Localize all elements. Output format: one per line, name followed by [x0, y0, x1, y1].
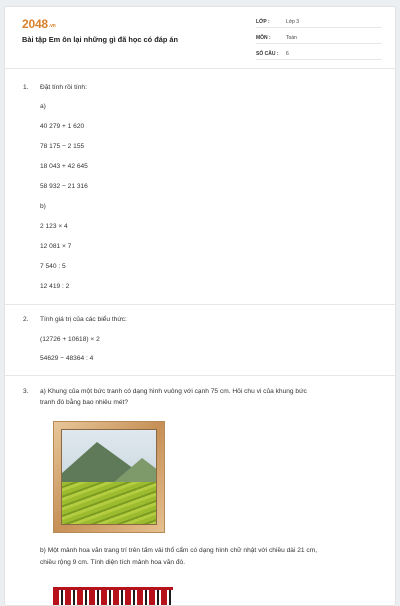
- picture-canvas: [61, 429, 157, 525]
- worksheet: [4, 6, 396, 606]
- exercise-item: 58 932 − 21 316: [40, 183, 88, 190]
- exercise-item: 7 540 : 5: [40, 263, 66, 270]
- exercise-item: 54629 − 48364 : 4: [40, 355, 94, 362]
- meta-row-subject: [256, 31, 382, 44]
- question-prompt: Đặt tính rồi tính:: [40, 84, 87, 91]
- question-divider: [5, 375, 396, 376]
- question-prompt: Tính giá trị của các biểu thức:: [40, 316, 127, 323]
- meta-value: Toán: [286, 35, 297, 41]
- question-text: tranh đó bằng bao nhiêu mét?: [40, 399, 128, 406]
- meta-value: Lớp 3: [286, 19, 300, 25]
- logo-text: 2048: [22, 17, 48, 31]
- exercise-item: (12726 + 10618) × 2: [40, 336, 100, 343]
- exercise-item: 78 175 − 2 155: [40, 143, 85, 150]
- exercise-item: 12 419 : 2: [40, 283, 70, 290]
- meta-value: 6: [286, 51, 289, 57]
- question-text: a) Khung của một bức tranh có dạng hình vuông với cạnh 75 cm. Hỏi chu vi của khung bức: [40, 388, 307, 395]
- exercise-item: 12 081 × 7: [40, 243, 72, 250]
- meta-row-count: [256, 47, 382, 60]
- site-logo[interactable]: [22, 17, 56, 31]
- page-title: Bài tập Em ôn lại những gì đã học có đáp án: [22, 35, 179, 44]
- question-text: b) Một mảnh hoa văn trang trí trên tấm vải thổ cẩm có dạng hình chữ nhật với chiều dài 21 cm,: [40, 547, 318, 554]
- meta-key: LỚP :: [256, 19, 270, 25]
- part-label: a): [40, 103, 46, 110]
- part-label: b): [40, 203, 46, 210]
- question-divider: [5, 304, 396, 305]
- framed-landscape-picture: [53, 421, 165, 533]
- logo-domain: .vn: [48, 23, 56, 29]
- question-text: chiều rộng 9 cm. Tính diện tích mảnh hoa văn đó.: [40, 559, 186, 566]
- meta-key: SỐ CÂU :: [256, 51, 279, 57]
- exercise-item: 2 123 × 4: [40, 223, 68, 230]
- brocade-pattern-image: [53, 587, 173, 606]
- meta-row-class: [256, 15, 382, 28]
- exercise-item: 40 279 + 1 620: [40, 123, 85, 130]
- question-number: 2.: [23, 316, 29, 323]
- exercise-item: 18 043 + 42 645: [40, 163, 88, 170]
- meta-key: MÔN :: [256, 35, 271, 41]
- worksheet-header: [5, 7, 396, 69]
- question-number: 3.: [23, 388, 29, 395]
- question-number: 1.: [23, 84, 29, 91]
